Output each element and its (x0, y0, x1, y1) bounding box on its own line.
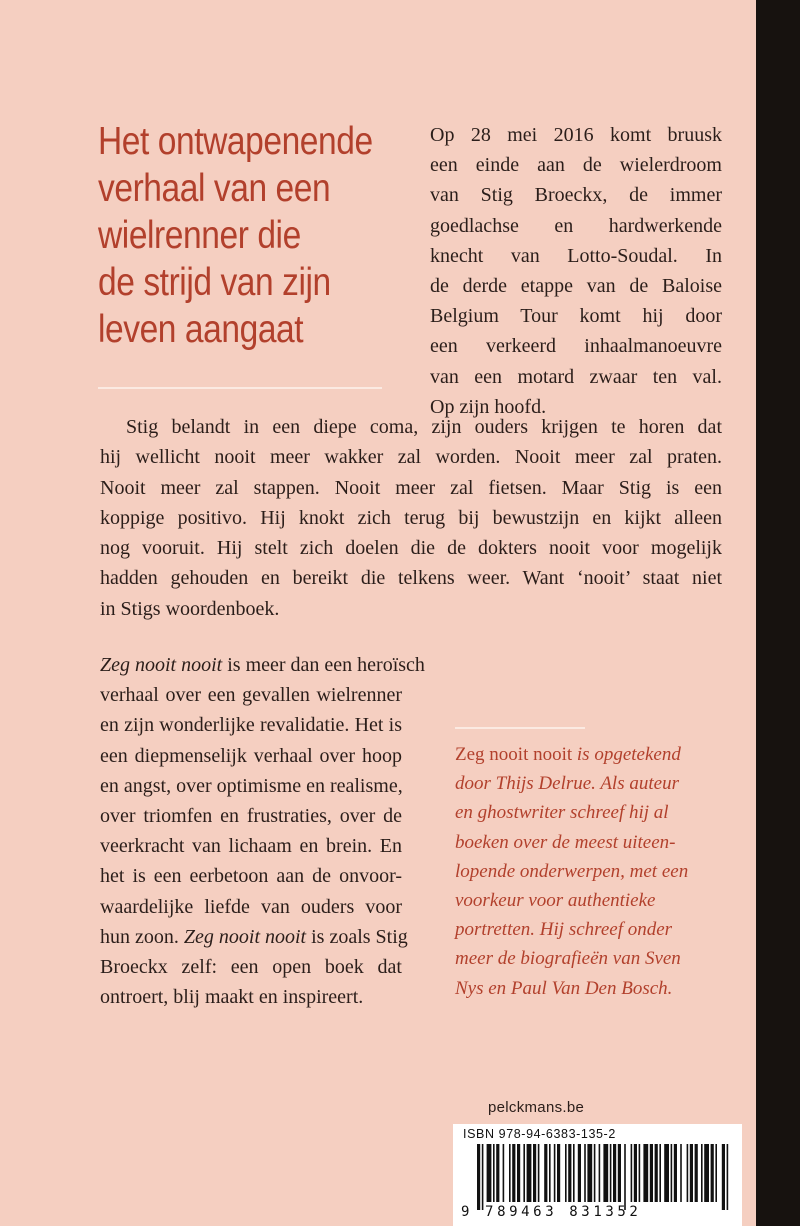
summary-line (100, 650, 425, 680)
intro-line: de derde etappe van de Baloise (430, 275, 722, 298)
barcode-bar (487, 1144, 492, 1202)
summary-text (100, 650, 425, 1012)
barcode-bar (554, 1144, 556, 1202)
barcode-bar (680, 1144, 682, 1202)
intro-line: Op 28 mei 2016 komt bruusk (430, 124, 722, 146)
barcode-bar (538, 1144, 540, 1202)
summary-line: ontroert, blij maakt en inspireert. (100, 986, 364, 1009)
barcode-number: 9 789463 831352 (461, 1204, 642, 1220)
barcode-bar (655, 1144, 658, 1202)
barcode-bar (603, 1144, 608, 1202)
paragraph-line: koppige positivo. Hij knokt zich terug bij bewustzijn en kijkt alleen (100, 506, 722, 529)
intro-text (430, 120, 722, 422)
headline-line: wielrenner die (98, 214, 301, 257)
barcode-bar (618, 1144, 621, 1202)
barcode-bar (610, 1144, 612, 1202)
divider-top (98, 387, 382, 389)
summary-line (100, 922, 408, 952)
author-line: voorkeur voor authentieke (455, 890, 656, 912)
author-line: boeken over de meest uiteen- (455, 831, 676, 853)
barcode-bar (643, 1144, 648, 1202)
isbn-label: ISBN 978-94-6383-135-2 (463, 1127, 616, 1141)
barcode-bar (578, 1144, 581, 1202)
barcode-bar (584, 1144, 586, 1202)
barcode-bar (496, 1144, 499, 1202)
barcode-bar (477, 1144, 480, 1210)
summary-line: waardelijke liefde van ouders voor (100, 895, 402, 918)
barcode-bar (687, 1144, 689, 1202)
intro-line: Belgium Tour komt hij door (430, 305, 722, 328)
book-title-italic: Zeg nooit nooit (183, 925, 307, 948)
author-text-fragment: is opgetekend (572, 744, 681, 765)
author-bio (455, 740, 689, 1003)
barcode-bar (503, 1144, 505, 1202)
barcode-bar (613, 1144, 616, 1202)
paragraph-line: Stig belandt in een diepe coma, zijn ouders krijgen te horen dat (126, 416, 722, 438)
barcode-bar (624, 1144, 626, 1210)
barcode-bar (544, 1144, 547, 1202)
barcode-bar (527, 1144, 532, 1202)
barcode-bar (659, 1144, 661, 1202)
headline-line: Het ontwapenende (98, 120, 373, 163)
barcode-bar (639, 1144, 641, 1202)
summary-line: Broeckx zelf: een open boek dat (100, 956, 402, 979)
barcode-bar (650, 1144, 653, 1202)
headline (98, 118, 373, 353)
summary-text-fragment: hun zoon. (100, 925, 184, 948)
headline-line: leven aangaat (98, 308, 304, 351)
barcode-bar (568, 1144, 571, 1202)
author-line: portretten. Hij schreef onder (455, 919, 673, 941)
headline-line: de strijd van zijn (98, 261, 331, 304)
author-line: Nys en Paul Van Den Bosch. (455, 977, 673, 999)
paragraph-line: hij wellicht nooit meer wakker zal worden. Nooit meer zal praten. (100, 446, 722, 469)
author-line: en ghostwriter schreef hij al (455, 802, 669, 824)
barcode-bar (533, 1144, 536, 1202)
summary-line: een diepmenselijk verhaal over hoop (100, 744, 402, 767)
barcode-bar (704, 1144, 709, 1202)
author-line: meer de biografieën van Sven (455, 948, 681, 970)
barcode-bar (493, 1144, 495, 1202)
author-line: lopende onderwerpen, met een (455, 860, 689, 882)
barcode-bar (671, 1144, 673, 1202)
intro-line: van een motard zwaar ten val. (430, 365, 722, 388)
summary-line: veerkracht van lichaam en brein. En (100, 835, 402, 858)
summary-text-fragment: is zoals Stig (306, 925, 408, 948)
intro-line: goedlachse en hardwerkende (430, 214, 722, 237)
paragraph-line: nog vooruit. Hij stelt zich doelen die de dokters nooit voor mogelijk (100, 537, 722, 560)
intro-line: een verkeerd inhaalmanoeuvre (430, 335, 722, 358)
barcode-bar (587, 1144, 592, 1202)
barcode-bar (634, 1144, 637, 1202)
barcode-bar (664, 1144, 669, 1202)
barcode-bar (573, 1144, 575, 1202)
barcode-bar (512, 1144, 515, 1202)
barcode-bar (701, 1144, 703, 1202)
headline-line: verhaal van een (98, 167, 331, 210)
barcode-bar (549, 1144, 551, 1202)
barcode-bar (557, 1144, 560, 1202)
barcode-bar (674, 1144, 677, 1202)
barcode-bar (727, 1144, 729, 1210)
story-paragraph (100, 412, 722, 624)
book-spine (756, 0, 800, 1226)
barcode-bar (715, 1144, 717, 1202)
barcode-bar (523, 1144, 525, 1202)
paragraph-line: Nooit meer zal stappen. Nooit meer zal fietsen. Maar Stig is een (100, 476, 722, 499)
barcode-bar (695, 1144, 698, 1202)
paragraph-line: hadden gehouden en bereikt die telkens weer. Want ‘nooit’ staat niet (100, 567, 722, 590)
summary-line: verhaal over een gevallen wielrenner (100, 684, 402, 707)
barcode-bar (517, 1144, 520, 1202)
publisher-url: pelckmans.be (488, 1099, 585, 1116)
book-title-plain: Zeg nooit nooit (455, 744, 573, 765)
summary-text-fragment: is meer dan een heroïsch (222, 654, 425, 676)
intro-line: Op zijn hoofd. (430, 395, 547, 418)
barcode-bar (711, 1144, 714, 1202)
summary-line: het is een eerbetoon aan de onvoor- (100, 865, 402, 888)
summary-line: en zijn wonderlijke revalidatie. Het is (100, 714, 402, 737)
divider-author (455, 727, 585, 729)
barcode-bar (565, 1144, 567, 1202)
barcode-bar (690, 1144, 693, 1202)
intro-line: knecht van Lotto-Soudal. In (430, 244, 722, 267)
barcode-bar (482, 1144, 484, 1210)
author-line (455, 740, 685, 769)
book-title-italic: Zeg nooit nooit (100, 654, 223, 676)
barcode-block (453, 1124, 742, 1226)
summary-line: over triomfen en frustraties, over de (100, 805, 402, 828)
barcode-bar (509, 1144, 511, 1202)
barcode-bar (722, 1144, 725, 1210)
barcode-bar (594, 1144, 596, 1202)
author-line: door Thijs Delrue. Als auteur (455, 773, 679, 795)
barcode-bar (599, 1144, 601, 1202)
summary-line: en angst, over optimisme en realisme, (100, 774, 403, 797)
intro-line: een einde aan de wielerdroom (430, 154, 722, 177)
intro-line: van Stig Broeckx, de immer (430, 184, 722, 207)
paragraph-line: in Stigs woordenboek. (100, 597, 280, 620)
barcode-bar (631, 1144, 633, 1202)
